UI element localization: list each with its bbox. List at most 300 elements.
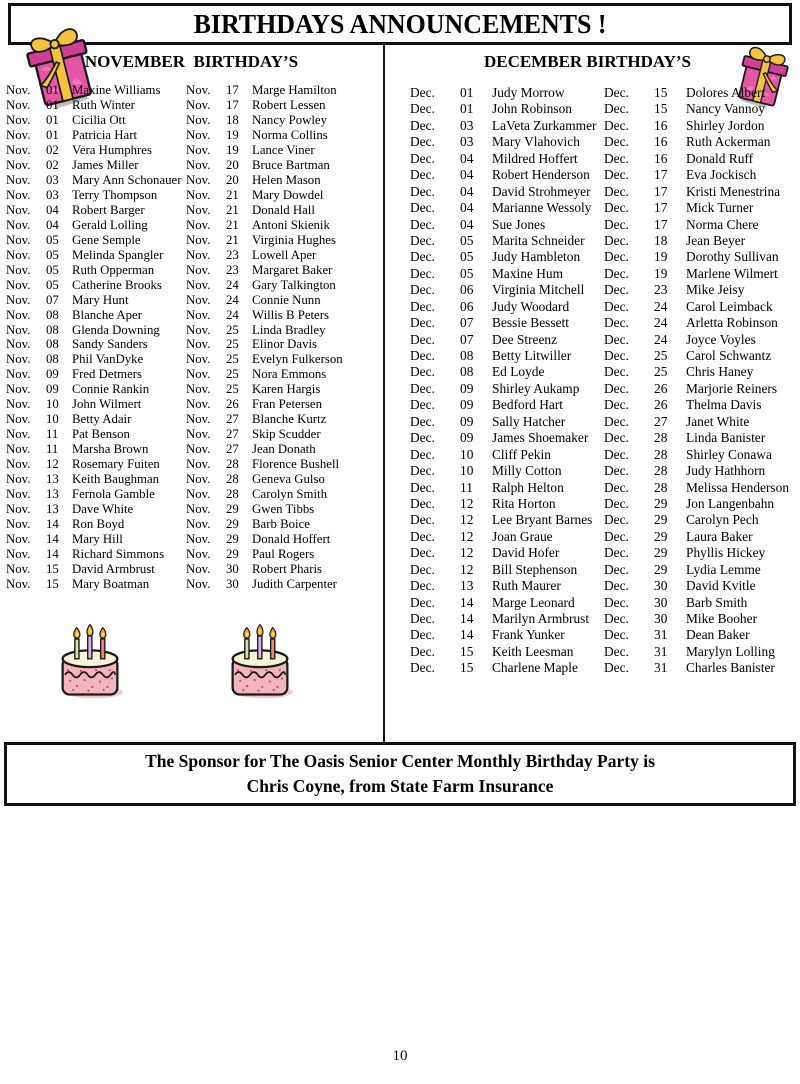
name-label: Donald Hoffert bbox=[252, 532, 331, 547]
name-label: Judy Hathhorn bbox=[686, 463, 766, 479]
name-label: Marylyn Lolling bbox=[686, 643, 775, 659]
month-label: Dec. bbox=[604, 232, 629, 248]
name-label: Rosemary Fuiten bbox=[72, 457, 160, 472]
name-label: Barb Boice bbox=[252, 517, 310, 532]
name-label: Bruce Bartman bbox=[252, 157, 330, 172]
month-label: Nov. bbox=[186, 547, 211, 562]
day-label: 04 bbox=[46, 202, 59, 217]
birthday-row bbox=[186, 577, 381, 592]
birthday-row bbox=[186, 427, 381, 442]
birthday-row bbox=[6, 83, 182, 98]
name-label: Dave White bbox=[72, 502, 134, 517]
birthday-row bbox=[604, 512, 798, 528]
name-label: Laura Baker bbox=[686, 528, 753, 544]
birthday-cake-icon bbox=[52, 612, 128, 704]
day-label: 09 bbox=[460, 397, 474, 413]
day-label: 25 bbox=[226, 337, 239, 352]
name-label: Maxine Williams bbox=[72, 83, 161, 97]
day-label: 30 bbox=[654, 594, 668, 610]
month-label: Dec. bbox=[604, 315, 629, 331]
day-label: 10 bbox=[46, 397, 59, 412]
day-label: 12 bbox=[460, 512, 474, 528]
name-label: Dolores Albert bbox=[686, 85, 766, 100]
name-label: Skip Scudder bbox=[252, 427, 321, 442]
month-label: Nov. bbox=[186, 292, 211, 307]
name-label: Phyllis Hickey bbox=[686, 545, 766, 561]
name-label: Elinor Davis bbox=[252, 337, 318, 352]
month-label: Dec. bbox=[604, 183, 629, 199]
month-label: Dec. bbox=[410, 134, 435, 150]
birthday-row bbox=[604, 529, 798, 545]
day-label: 19 bbox=[654, 249, 668, 265]
birthday-row bbox=[410, 299, 602, 315]
page-number: 10 bbox=[392, 1048, 408, 1064]
day-label: 25 bbox=[226, 352, 239, 367]
birthday-row bbox=[186, 128, 381, 143]
day-label: 17 bbox=[654, 200, 668, 216]
birthday-row bbox=[186, 218, 381, 233]
name-label: LaVeta Zurkammer bbox=[492, 117, 597, 133]
day-label: 17 bbox=[654, 167, 668, 183]
day-label: 02 bbox=[46, 142, 59, 157]
month-label: Dec. bbox=[410, 479, 435, 495]
day-label: 01 bbox=[46, 83, 59, 97]
birthday-row bbox=[186, 308, 381, 323]
month-label: Nov. bbox=[6, 487, 31, 502]
month-label: Dec. bbox=[604, 85, 629, 100]
day-label: 28 bbox=[226, 457, 239, 472]
day-label: 19 bbox=[226, 142, 239, 157]
month-label: Nov. bbox=[186, 442, 211, 457]
december-list-col2 bbox=[604, 85, 798, 677]
month-label: Nov. bbox=[6, 427, 31, 442]
month-label: Dec. bbox=[410, 397, 435, 413]
birthday-row bbox=[6, 128, 182, 143]
name-label: Frank Yunker bbox=[492, 627, 565, 643]
month-label: Nov. bbox=[6, 262, 31, 277]
name-label: Gary Talkington bbox=[252, 277, 336, 292]
birthday-row bbox=[410, 315, 602, 331]
birthday-row bbox=[604, 545, 798, 561]
birthday-row bbox=[410, 595, 602, 611]
day-label: 31 bbox=[654, 660, 668, 676]
title-box bbox=[8, 3, 792, 45]
month-label: Dec. bbox=[604, 594, 629, 610]
day-label: 04 bbox=[460, 200, 474, 216]
birthday-row bbox=[410, 529, 602, 545]
birthday-row bbox=[186, 562, 381, 577]
month-label: Nov. bbox=[6, 83, 31, 97]
day-label: 24 bbox=[654, 331, 668, 347]
month-label: Dec. bbox=[604, 331, 629, 347]
day-label: 01 bbox=[460, 101, 474, 117]
month-label: Nov. bbox=[6, 172, 31, 187]
name-label: Ruth Opperman bbox=[72, 262, 155, 277]
day-label: 09 bbox=[460, 380, 474, 396]
birthday-row bbox=[186, 293, 381, 308]
month-label: Dec. bbox=[410, 446, 435, 462]
name-label: Judy Hambleton bbox=[492, 249, 581, 265]
birthday-row bbox=[6, 323, 182, 338]
day-label: 08 bbox=[46, 352, 59, 367]
birthday-row bbox=[6, 263, 182, 278]
day-label: 02 bbox=[46, 157, 59, 172]
month-label: Dec. bbox=[604, 512, 629, 528]
birthday-row bbox=[410, 496, 602, 512]
month-label: Dec. bbox=[410, 315, 435, 331]
birthday-row bbox=[604, 282, 798, 298]
birthday-row bbox=[6, 233, 182, 248]
month-label: Nov. bbox=[6, 232, 31, 247]
month-label: Nov. bbox=[6, 457, 31, 472]
day-label: 12 bbox=[460, 528, 474, 544]
month-label: Nov. bbox=[6, 576, 31, 591]
month-label: Nov. bbox=[6, 352, 31, 367]
name-label: Richard Simmons bbox=[72, 547, 165, 562]
birthday-row bbox=[6, 562, 182, 577]
month-label: Dec. bbox=[604, 150, 629, 166]
month-label: Nov. bbox=[186, 487, 211, 502]
month-label: Dec. bbox=[410, 265, 435, 281]
name-label: Ruth Maurer bbox=[492, 578, 561, 594]
day-label: 15 bbox=[460, 660, 474, 676]
birthday-row bbox=[410, 627, 602, 643]
day-label: 04 bbox=[460, 167, 474, 183]
month-label: Dec. bbox=[604, 134, 629, 150]
month-label: Dec. bbox=[410, 413, 435, 429]
month-label: Dec. bbox=[410, 364, 435, 380]
name-label: Sue Jones bbox=[492, 216, 546, 232]
name-label: Milly Cotton bbox=[492, 463, 562, 479]
birthday-row bbox=[6, 293, 182, 308]
month-label: Dec. bbox=[410, 528, 435, 544]
name-label: Dee Streenz bbox=[492, 331, 558, 347]
month-label: Nov. bbox=[6, 562, 31, 576]
birthday-row bbox=[186, 263, 381, 278]
birthday-row bbox=[604, 397, 798, 413]
name-label: Ralph Helton bbox=[492, 479, 564, 495]
name-label: Karen Hargis bbox=[252, 382, 321, 397]
month-label: Dec. bbox=[604, 561, 629, 577]
day-label: 28 bbox=[226, 472, 239, 487]
name-label: Mary Hunt bbox=[72, 292, 129, 307]
name-label: Sally Hatcher bbox=[492, 413, 566, 429]
birthday-row bbox=[6, 442, 182, 457]
name-label: Margaret Baker bbox=[252, 262, 333, 277]
birthday-row bbox=[604, 447, 798, 463]
day-label: 30 bbox=[226, 562, 239, 576]
day-label: 21 bbox=[226, 232, 239, 247]
birthday-row bbox=[604, 299, 798, 315]
day-label: 30 bbox=[654, 578, 668, 594]
column-divider bbox=[383, 45, 385, 742]
birthday-row bbox=[6, 382, 182, 397]
name-label: Lowell Aper bbox=[252, 247, 317, 262]
birthday-row bbox=[6, 487, 182, 502]
day-label: 21 bbox=[226, 187, 239, 202]
day-label: 18 bbox=[226, 112, 239, 127]
name-label: Pat Benson bbox=[72, 427, 130, 442]
month-label: Nov. bbox=[6, 157, 31, 172]
month-label: Dec. bbox=[604, 528, 629, 544]
birthday-row bbox=[186, 442, 381, 457]
day-label: 15 bbox=[460, 643, 474, 659]
day-label: 14 bbox=[460, 611, 474, 626]
name-label: Cicilia Ott bbox=[72, 112, 126, 127]
birthday-row bbox=[604, 167, 798, 183]
birthday-row bbox=[186, 517, 381, 532]
name-label: Ruth Ackerman bbox=[686, 134, 771, 150]
day-label: 05 bbox=[46, 262, 59, 277]
birthday-row bbox=[186, 233, 381, 248]
month-label: Nov. bbox=[6, 277, 31, 292]
birthday-row bbox=[6, 577, 182, 592]
month-label: Dec. bbox=[410, 117, 435, 133]
month-label: Dec. bbox=[604, 578, 629, 594]
month-label: Nov. bbox=[186, 127, 211, 142]
day-label: 03 bbox=[46, 187, 59, 202]
day-label: 15 bbox=[654, 101, 668, 117]
day-label: 01 bbox=[460, 85, 474, 100]
november-list-col1 bbox=[6, 83, 182, 592]
name-label: Catherine Brooks bbox=[72, 277, 162, 292]
birthday-row bbox=[186, 397, 381, 412]
name-label: Jean Donath bbox=[252, 442, 316, 457]
month-label: Dec. bbox=[410, 545, 435, 561]
birthday-row bbox=[410, 578, 602, 594]
name-label: Marianne Wessoly bbox=[492, 200, 592, 216]
month-label: Dec. bbox=[604, 479, 629, 495]
day-label: 27 bbox=[226, 412, 239, 427]
birthday-row bbox=[6, 472, 182, 487]
name-label: Cliff Pekin bbox=[492, 446, 551, 462]
day-label: 30 bbox=[226, 576, 239, 591]
birthday-row bbox=[186, 457, 381, 472]
birthday-row bbox=[604, 332, 798, 348]
birthday-row bbox=[410, 282, 602, 298]
name-label: Evelyn Fulkerson bbox=[252, 352, 343, 367]
day-label: 29 bbox=[654, 545, 668, 561]
day-label: 01 bbox=[46, 127, 59, 142]
month-label: Dec. bbox=[604, 101, 629, 117]
name-label: Blanche Kurtz bbox=[252, 412, 327, 427]
birthday-row bbox=[186, 113, 381, 128]
name-label: Betty Adair bbox=[72, 412, 132, 427]
month-label: Dec. bbox=[604, 298, 629, 314]
day-label: 31 bbox=[654, 627, 668, 643]
day-label: 21 bbox=[226, 217, 239, 232]
birthday-row bbox=[410, 430, 602, 446]
name-label: Lee Bryant Barnes bbox=[492, 512, 593, 528]
name-label: Virginia Mitchell bbox=[492, 282, 585, 298]
birthday-row bbox=[410, 217, 602, 233]
name-label: Ron Boyd bbox=[72, 517, 125, 532]
month-label: Dec. bbox=[604, 364, 629, 380]
name-label: John Wilmert bbox=[72, 397, 142, 412]
day-label: 05 bbox=[460, 249, 474, 265]
month-label: Dec. bbox=[410, 643, 435, 659]
name-label: Helen Mason bbox=[252, 172, 321, 187]
november-list-col2 bbox=[186, 83, 381, 592]
month-label: Dec. bbox=[410, 167, 435, 183]
birthday-row bbox=[6, 427, 182, 442]
birthday-row bbox=[410, 200, 602, 216]
birthday-row bbox=[410, 447, 602, 463]
month-label: Dec. bbox=[604, 249, 629, 265]
name-label: Charles Banister bbox=[686, 660, 775, 676]
day-label: 05 bbox=[460, 265, 474, 281]
name-label: Vera Humphres bbox=[72, 142, 152, 157]
day-label: 01 bbox=[46, 97, 59, 112]
day-label: 25 bbox=[226, 367, 239, 382]
day-label: 26 bbox=[654, 397, 668, 413]
month-label: Nov. bbox=[6, 307, 31, 322]
page-title: BIRTHDAYS ANNOUNCEMENTS ! bbox=[193, 8, 607, 39]
birthday-row bbox=[410, 381, 602, 397]
name-label: Fred Detmers bbox=[72, 367, 143, 382]
name-label: Keith Baughman bbox=[72, 472, 160, 487]
day-label: 05 bbox=[46, 247, 59, 262]
name-label: Ruth Winter bbox=[72, 97, 135, 112]
name-label: Florence Bushell bbox=[252, 457, 340, 472]
birthday-row bbox=[410, 85, 602, 101]
birthday-row bbox=[186, 412, 381, 427]
month-label: Nov. bbox=[186, 112, 211, 127]
day-label: 07 bbox=[46, 292, 59, 307]
month-label: Nov. bbox=[186, 97, 211, 112]
birthday-row bbox=[186, 502, 381, 517]
name-label: Joyce Voyles bbox=[686, 331, 756, 347]
month-label: Dec. bbox=[410, 150, 435, 166]
month-label: Dec. bbox=[410, 348, 435, 363]
birthday-row bbox=[604, 595, 798, 611]
birthday-row bbox=[6, 412, 182, 427]
name-label: Connie Nunn bbox=[252, 292, 321, 307]
name-label: Thelma Davis bbox=[686, 397, 762, 413]
name-label: James Miller bbox=[72, 157, 139, 172]
day-label: 26 bbox=[226, 397, 239, 412]
birthday-row bbox=[410, 101, 602, 117]
birthday-row bbox=[410, 611, 602, 627]
month-label: Nov. bbox=[6, 112, 31, 127]
name-label: Bedford Hart bbox=[492, 397, 564, 413]
name-label: Shirley Conawa bbox=[686, 446, 772, 462]
name-label: Rita Horton bbox=[492, 495, 556, 511]
day-label: 17 bbox=[654, 183, 668, 199]
name-label: Betty Litwiller bbox=[492, 348, 572, 363]
day-label: 27 bbox=[226, 442, 239, 457]
month-label: Dec. bbox=[410, 232, 435, 248]
month-label: Dec. bbox=[604, 200, 629, 216]
month-label: Nov. bbox=[6, 322, 31, 337]
name-label: Jon Langenbahn bbox=[686, 495, 775, 511]
day-label: 11 bbox=[460, 479, 473, 495]
sponsor-line-2: Chris Coyne, from State Farm Insurance bbox=[246, 776, 554, 796]
month-label: Nov. bbox=[186, 83, 211, 97]
day-label: 19 bbox=[654, 265, 668, 281]
day-label: 15 bbox=[654, 85, 668, 100]
day-label: 29 bbox=[226, 532, 239, 547]
birthday-row bbox=[6, 532, 182, 547]
birthday-row bbox=[186, 83, 381, 98]
birthday-row bbox=[604, 578, 798, 594]
month-label: Dec. bbox=[410, 495, 435, 511]
name-label: Connie Rankin bbox=[72, 382, 150, 397]
day-label: 28 bbox=[654, 446, 668, 462]
birthday-row bbox=[186, 532, 381, 547]
month-label: Dec. bbox=[410, 85, 435, 100]
day-label: 04 bbox=[460, 150, 474, 166]
birthday-row bbox=[604, 315, 798, 331]
birthday-row bbox=[410, 562, 602, 578]
month-label: Nov. bbox=[6, 187, 31, 202]
day-label: 07 bbox=[460, 331, 474, 347]
day-label: 12 bbox=[46, 457, 59, 472]
month-label: Nov. bbox=[6, 502, 31, 517]
day-label: 06 bbox=[460, 282, 474, 298]
day-label: 23 bbox=[226, 247, 239, 262]
name-label: Terry Thompson bbox=[72, 187, 158, 202]
month-label: Nov. bbox=[186, 142, 211, 157]
month-label: Dec. bbox=[604, 117, 629, 133]
birthday-row bbox=[604, 480, 798, 496]
month-label: Dec. bbox=[604, 643, 629, 659]
november-heading: NOVEMBER BIRTHDAY’S bbox=[84, 52, 299, 71]
name-label: Mary Ann Schonauer bbox=[72, 172, 182, 187]
birthday-row bbox=[6, 457, 182, 472]
name-label: Paul Rogers bbox=[252, 547, 315, 562]
month-label: Nov. bbox=[186, 247, 211, 262]
birthday-row bbox=[604, 118, 798, 134]
name-label: Linda Bradley bbox=[252, 322, 326, 337]
month-label: Nov. bbox=[6, 382, 31, 397]
month-label: Dec. bbox=[410, 660, 435, 676]
birthday-row bbox=[6, 218, 182, 233]
birthday-row bbox=[604, 381, 798, 397]
day-label: 07 bbox=[460, 315, 474, 331]
name-label: Antoni Skienik bbox=[252, 217, 330, 232]
name-label: David Armbrust bbox=[72, 562, 155, 576]
month-label: Nov. bbox=[186, 217, 211, 232]
name-label: Nora Emmons bbox=[252, 367, 327, 382]
day-label: 24 bbox=[226, 292, 239, 307]
month-label: Nov. bbox=[186, 277, 211, 292]
day-label: 28 bbox=[226, 487, 239, 502]
name-label: Mary Vlahovich bbox=[492, 134, 580, 150]
birthday-row bbox=[410, 414, 602, 430]
name-label: Mildred Hoffert bbox=[492, 150, 578, 166]
birthday-row bbox=[6, 337, 182, 352]
name-label: Blanche Aper bbox=[72, 307, 143, 322]
day-label: 05 bbox=[46, 277, 59, 292]
day-label: 08 bbox=[460, 348, 474, 363]
day-label: 16 bbox=[654, 134, 668, 150]
birthday-row bbox=[186, 173, 381, 188]
birthday-row bbox=[186, 188, 381, 203]
day-label: 04 bbox=[460, 183, 474, 199]
day-label: 15 bbox=[46, 576, 59, 591]
birthday-row bbox=[604, 562, 798, 578]
birthday-row bbox=[6, 113, 182, 128]
month-label: Dec. bbox=[410, 216, 435, 232]
month-label: Dec. bbox=[604, 660, 629, 676]
day-label: 14 bbox=[46, 547, 59, 562]
day-label: 12 bbox=[460, 545, 474, 561]
birthday-row bbox=[604, 85, 798, 101]
name-label: Phil VanDyke bbox=[72, 352, 144, 367]
day-label: 28 bbox=[654, 479, 668, 495]
name-label: Gene Semple bbox=[72, 232, 141, 247]
